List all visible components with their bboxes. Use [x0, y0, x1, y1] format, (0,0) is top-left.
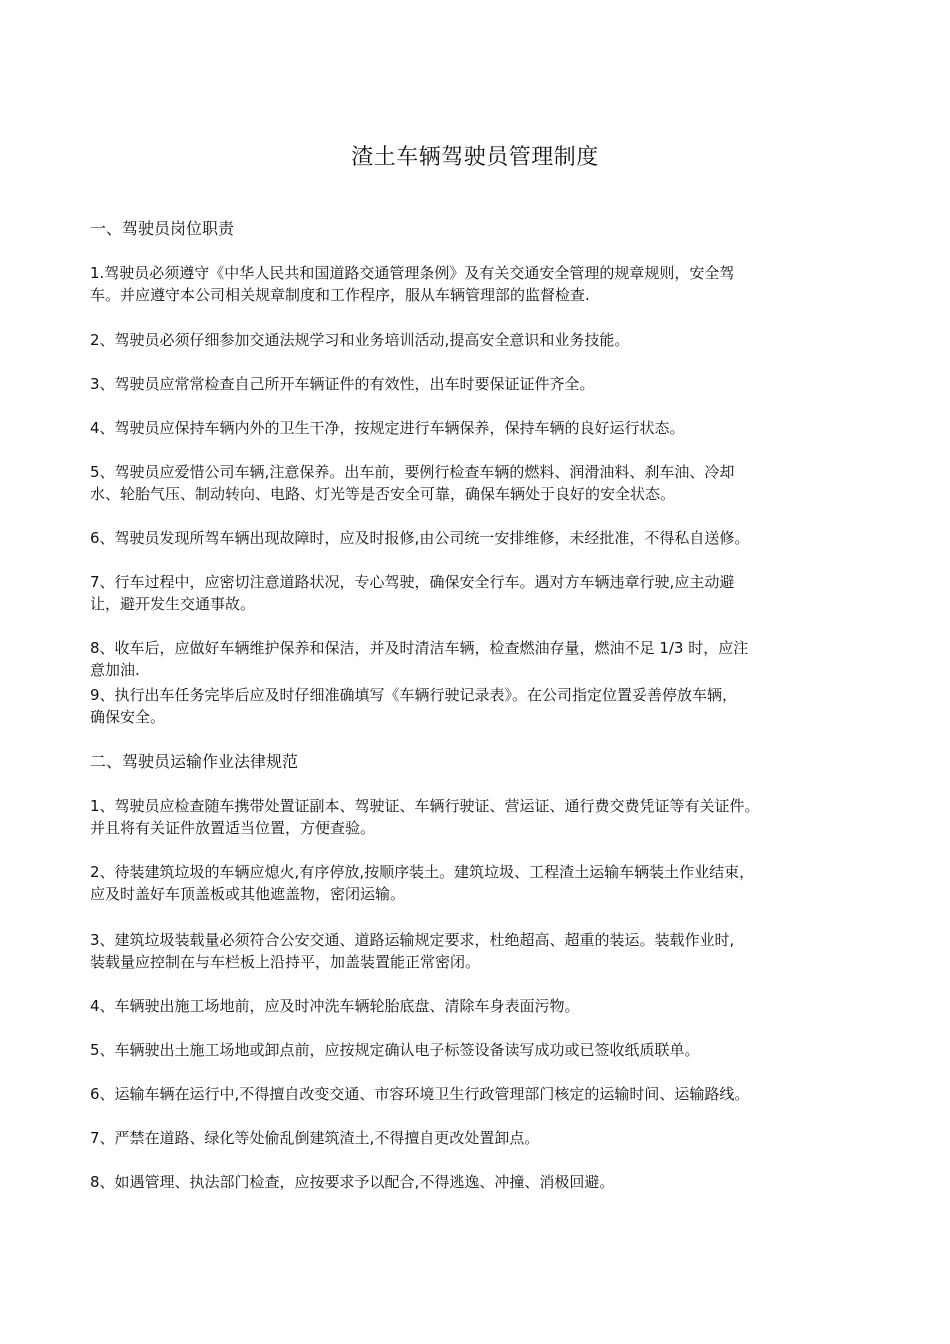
paragraph-line: 车。并应遵守本公司相关规章制度和工作程序，服从车辆管理部的监督检查. — [90, 286, 590, 304]
paragraph-line: 应及时盖好车顶盖板或其他遮盖物，密闭运输。 — [90, 885, 406, 903]
section-1-paragraph-2 — [90, 329, 870, 351]
paragraph-line: 9、执行出车任务完毕后应及时仔细准确填写《车辆行驶记录表》。在公司指定位置妥善停放车辆， — [90, 686, 738, 704]
section-1-paragraph-4 — [90, 417, 870, 439]
section-2-paragraph-4 — [90, 995, 870, 1017]
section-1-paragraph-6 — [90, 527, 870, 549]
paragraph-line: 6、驾驶员发现所驾车辆出现故障时，应及时报修,由公司统一安排维修，未经批准，不得私自送修。 — [90, 529, 750, 547]
paragraph-line: 5、车辆驶出土施工场地或卸点前，应按规定确认电子标签设备读写成功或已签收纸质联单。 — [90, 1041, 700, 1059]
paragraph-line: 让，避开发生交通事故。 — [90, 595, 256, 613]
paragraph-line: 2、驾驶员必须仔细参加交通法规学习和业务培训活动,提高安全意识和业务技能。 — [90, 331, 630, 349]
section-2-paragraph-5 — [90, 1039, 870, 1061]
section-heading-1: 一、驾驶员岗位职责 — [90, 219, 235, 238]
section-2-paragraph-8 — [90, 1171, 870, 1193]
section-1-paragraph-3 — [90, 373, 870, 395]
section-2-paragraph-2 — [90, 861, 870, 905]
section-1-paragraph-9 — [90, 684, 870, 728]
paragraph-line: 2、待装建筑垃圾的车辆应熄火,有序停放,按顺序装土。建筑垃圾、工程渣土运输车辆装土作业结束， — [90, 863, 755, 881]
paragraph-line: 水、轮胎气压、制动转向、电路、灯光等是否安全可靠，确保车辆处于良好的安全状态。 — [90, 485, 676, 503]
paragraph-line: 7、严禁在道路、绿化等处偷乱倒建筑渣土,不得擅自更改处置卸点。 — [90, 1129, 540, 1147]
paragraph-line: 装载量应控制在与车栏板上沿持平，加盖装置能正常密闭。 — [90, 953, 481, 971]
paragraph-line: 1、驾驶员应检查随车携带处置证副本、驾驶证、车辆行驶证、营运证、通行费交费凭证等有关证件。 — [90, 797, 760, 815]
section-1-paragraph-8 — [90, 637, 870, 681]
paragraph-line: 4、驾驶员应保持车辆内外的卫生干净，按规定进行车辆保养，保持车辆的良好运行状态。 — [90, 419, 685, 437]
section-2-paragraph-1 — [90, 795, 870, 839]
paragraph-line: 意加油. — [90, 661, 140, 679]
paragraph-line: 3、驾驶员应常常检查自己所开车辆证件的有效性，出车时要保证证件齐全。 — [90, 375, 595, 393]
paragraph-line: 6、运输车辆在运行中,不得擅自改变交通、市容环境卫生行政管理部门核定的运输时间、运输路线。 — [90, 1085, 750, 1103]
section-2-paragraph-3 — [90, 929, 870, 973]
paragraph-line: 8、收车后，应做好车辆维护保养和保洁，并及时清洁车辆，检查燃油存量，燃油不足 1/3 时，应注 — [90, 639, 749, 657]
section-1-paragraph-1 — [90, 262, 870, 306]
paragraph-line: 7、行车过程中，应密切注意道路状况，专心驾驶，确保安全行车。遇对方车辆违章行驶,应主动避 — [90, 573, 735, 591]
paragraph-line: 4、车辆驶出施工场地前，应及时冲洗车辆轮胎底盘、清除车身表面污物。 — [90, 997, 580, 1015]
section-2-paragraph-7 — [90, 1127, 870, 1149]
section-1-paragraph-7 — [90, 571, 870, 615]
section-2-paragraph-6 — [90, 1083, 870, 1105]
paragraph-line: 8、如遇管理、执法部门检查，应按要求予以配合,不得逃逸、冲撞、消极回避。 — [90, 1173, 615, 1191]
document-title: 渣土车辆驾驶员管理制度 — [351, 145, 599, 170]
paragraph-line: 并且将有关证件放置适当位置，方便查验。 — [90, 819, 376, 837]
section-1-paragraph-5 — [90, 461, 870, 505]
paragraph-line: 5、驾驶员应爱惜公司车辆,注意保养。出车前，要例行检查车辆的燃料、润滑油料、刹车油、冷却 — [90, 463, 735, 481]
paragraph-line: 1.驾驶员必须遵守《中华人民共和国道路交通管理条例》及有关交通安全管理的规章规则，安全驾 — [90, 264, 735, 282]
paragraph-line: 确保安全。 — [90, 708, 166, 726]
section-heading-2: 二、驾驶员运输作业法律规范 — [90, 752, 299, 771]
paragraph-line: 3、建筑垃圾装载量必须符合公安交通、道路运输规定要求，杜绝超高、超重的装运。装载作业时, — [90, 931, 735, 949]
